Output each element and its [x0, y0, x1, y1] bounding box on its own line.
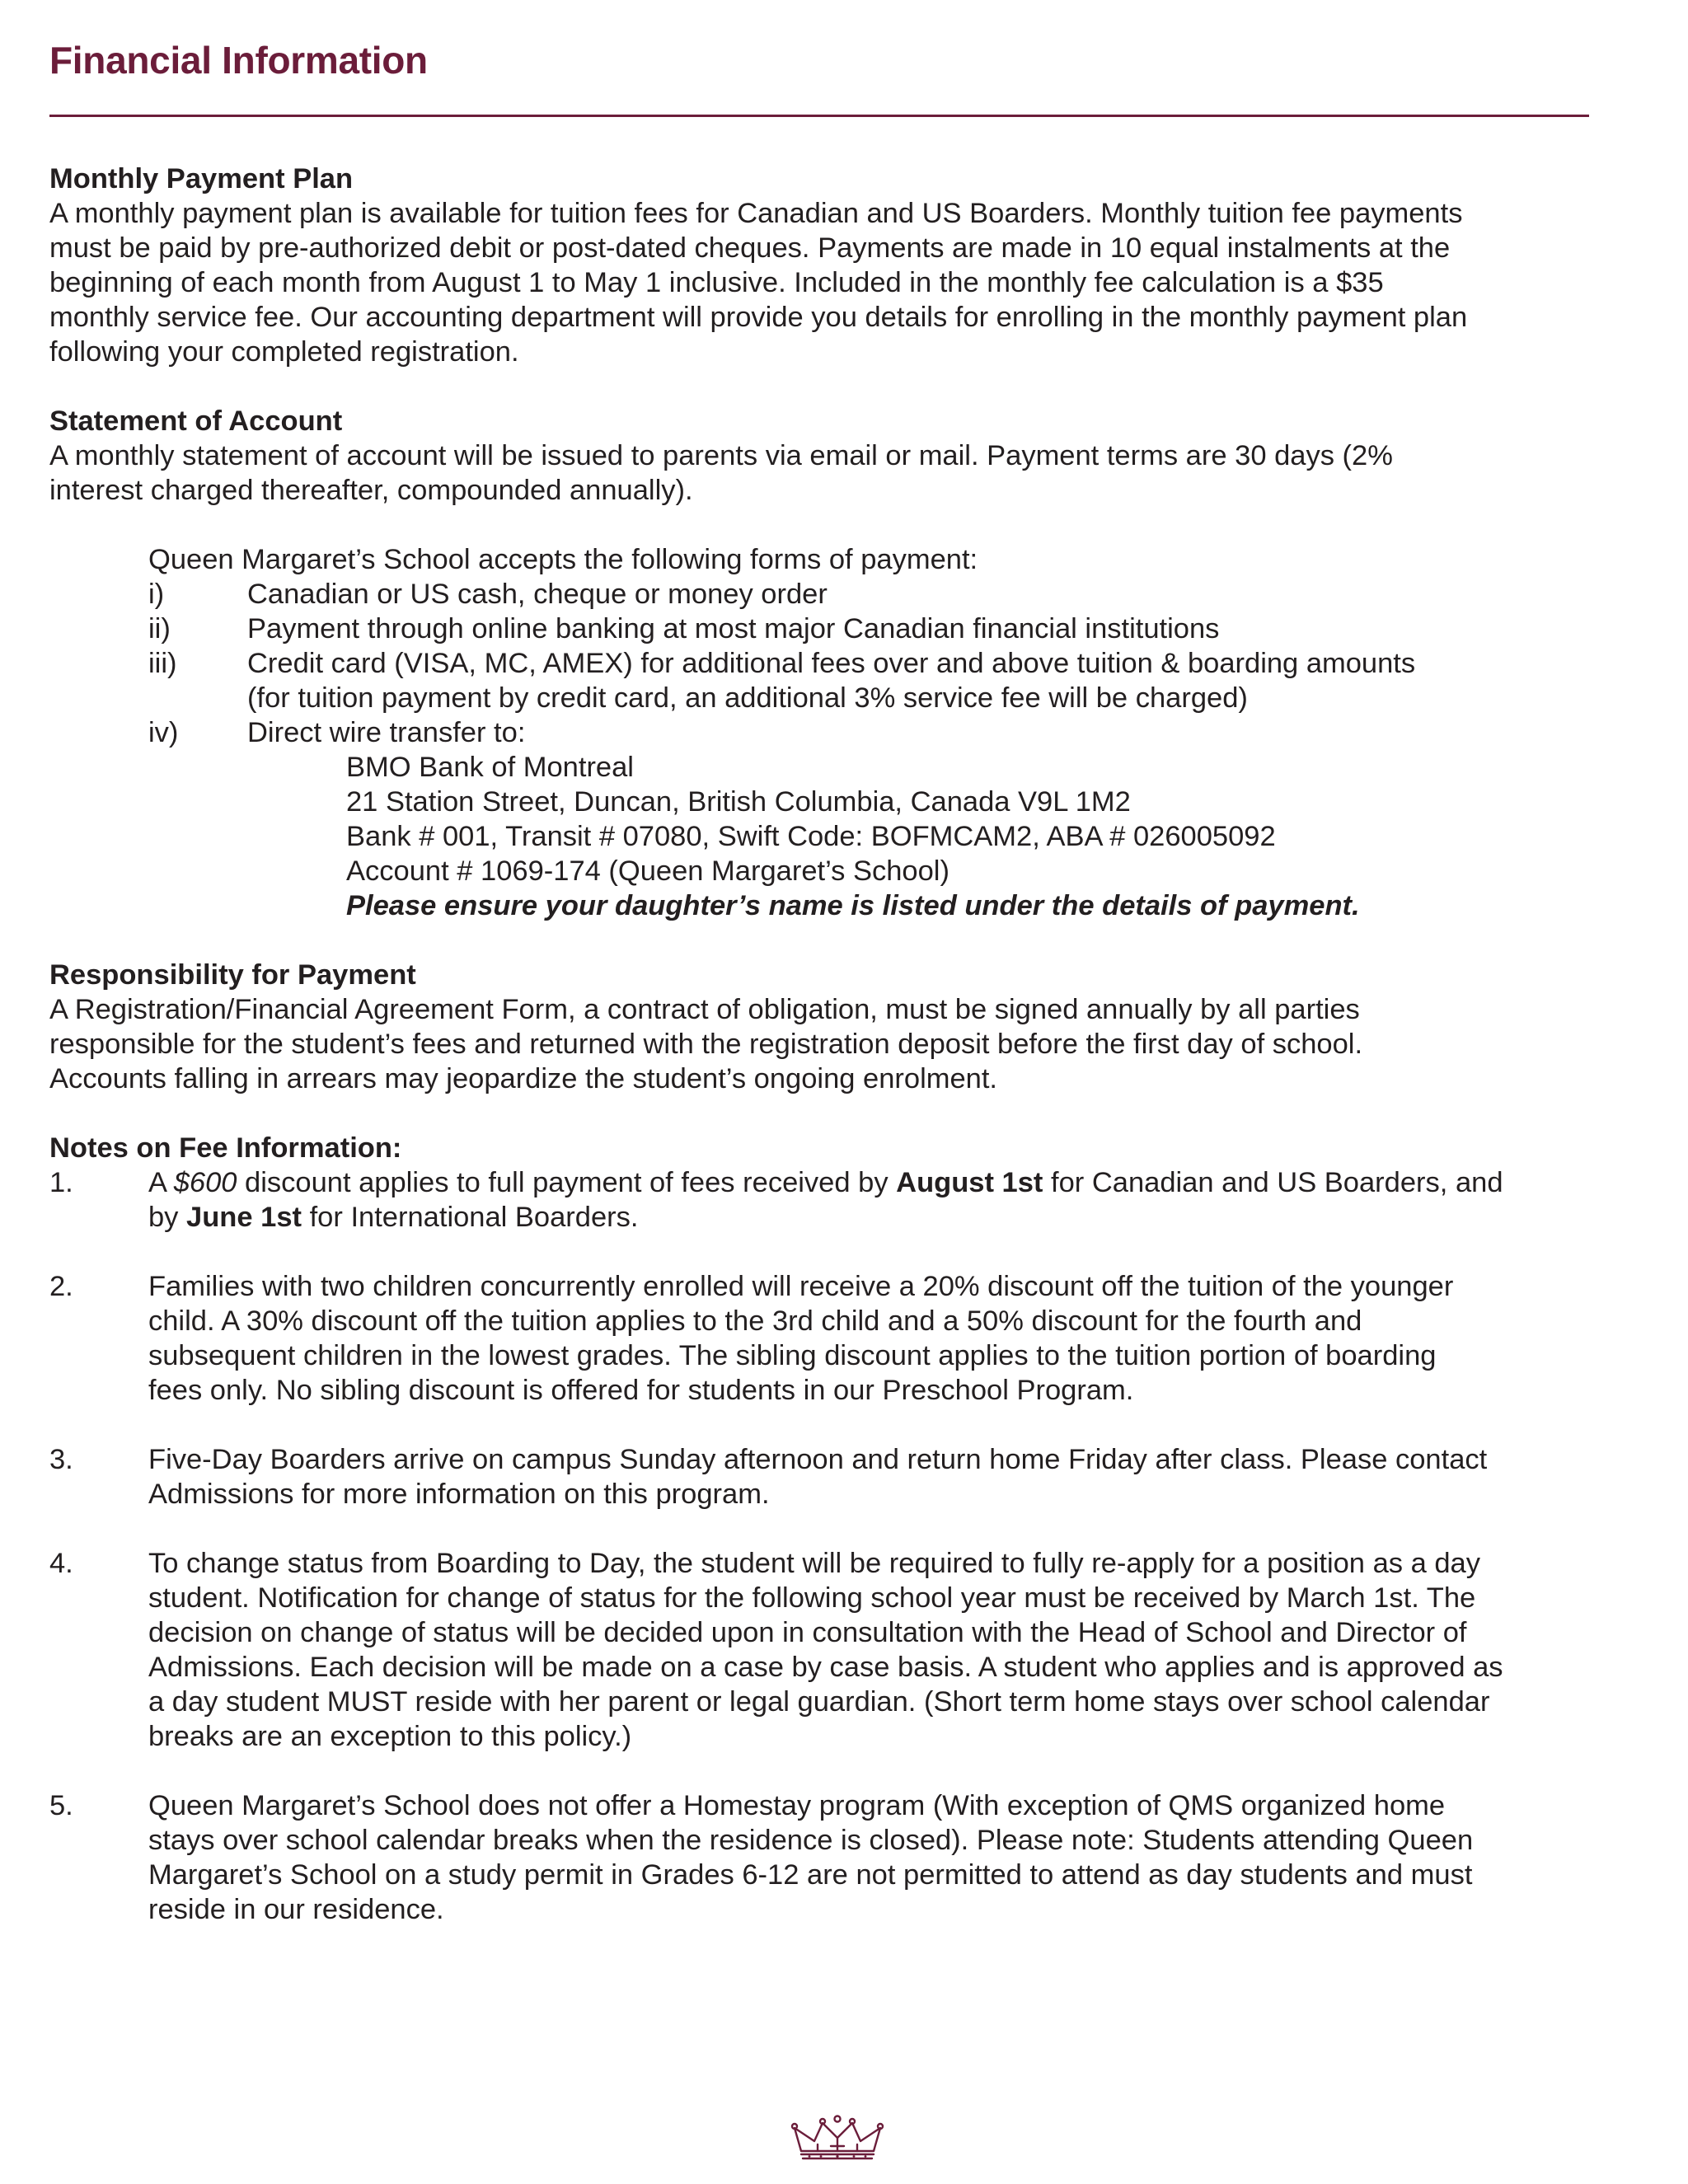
responsibility-text — [49, 992, 1599, 1096]
payment-form-item — [148, 715, 1599, 923]
payment-forms-section — [49, 542, 1599, 923]
note-item — [49, 1269, 1599, 1408]
payment-form-text — [247, 715, 1599, 923]
text-line: a day student MUST reside with her parent or legal guardian. (Short term home stays over school calendar — [148, 1686, 1490, 1718]
list-marker: 2. — [49, 1271, 73, 1302]
spacer — [49, 1511, 1599, 1546]
list-marker: i) — [148, 579, 165, 610]
list-marker: iii) — [148, 648, 177, 679]
note-text-fragment: by — [148, 1202, 187, 1233]
note-text — [148, 1165, 1599, 1235]
payment-form-text: Canadian or US cash, cheque or money order — [247, 579, 828, 610]
note-text-fragment: for International Boarders. — [302, 1202, 639, 1233]
text-line: Credit card (VISA, MC, AMEX) for additional fees over and above tuition & boarding amounts — [247, 648, 1416, 679]
text-line: A monthly payment plan is available for tuition fees for Canadian and US Boarders. Monthly tuition fee payments — [49, 198, 1463, 229]
payment-form-text — [247, 646, 1599, 715]
note-text — [148, 1546, 1599, 1754]
text-line: Queen Margaret’s School does not offer a Homestay program (With exception of QMS organized home — [148, 1790, 1446, 1821]
text-line: subsequent children in the lowest grades. The sibling discount applies to the tuition portion of boarding — [148, 1340, 1437, 1371]
note-text-fragment: discount applies to full payment of fees received by — [237, 1167, 897, 1198]
bank-payment-note: Please ensure your daughter’s name is listed under the details of payment. — [346, 890, 1360, 921]
payment-forms-list — [49, 577, 1599, 923]
crown-icon — [790, 2115, 885, 2164]
text-line: following your completed registration. — [49, 336, 519, 368]
text-line: must be paid by pre-authorized debit or post-dated cheques. Payments are made in 10 equal instalments at the — [49, 232, 1451, 264]
spacer — [49, 1408, 1599, 1442]
notes-heading: Notes on Fee Information: — [49, 1132, 402, 1164]
text-line: monthly service fee. Our accounting department will provide you details for enrolling in the monthly payment plan — [49, 302, 1468, 333]
list-marker: ii) — [148, 613, 171, 644]
list-marker: 1. — [49, 1167, 73, 1198]
list-marker: 3. — [49, 1444, 73, 1475]
note-item — [49, 1546, 1599, 1754]
list-marker: 4. — [49, 1548, 73, 1579]
bank-details — [247, 750, 1599, 923]
text-line: student. Notification for change of status for the following school year must be received by March 1st. The — [148, 1582, 1476, 1614]
discount-amount: $600 — [173, 1167, 237, 1198]
text-line: fees only. No sibling discount is offered for students in our Preschool Program. — [148, 1375, 1134, 1406]
note-text-fragment: A — [148, 1167, 174, 1198]
monthly-payment-heading: Monthly Payment Plan — [49, 163, 354, 194]
text-line: (for tuition payment by credit card, an additional 3% service fee will be charged) — [247, 682, 1248, 714]
text-line: Margaret’s School on a study permit in Grades 6-12 are not permitted to attend as day students and must — [148, 1859, 1473, 1891]
bank-account: Account # 1069-174 (Queen Margaret’s School) — [346, 855, 950, 887]
text-line: stays over school calendar breaks when the residence is closed). Please note: Students attending Queen — [148, 1825, 1474, 1856]
monthly-payment-text — [49, 196, 1599, 369]
notes-list — [49, 1165, 1599, 1927]
bank-name: BMO Bank of Montreal — [346, 752, 634, 783]
statement-text — [49, 438, 1599, 508]
text-line: Five-Day Boarders arrive on campus Sunday afternoon and return home Friday after class. Please contact — [148, 1444, 1488, 1475]
text-line: Admissions. Each decision will be made on a case by case basis. A student who applies and is approved as — [148, 1652, 1503, 1683]
note-item — [49, 1788, 1599, 1927]
list-marker: 5. — [49, 1790, 73, 1821]
text-line: Families with two children concurrently enrolled will receive a 20% discount off the tuition of the younger — [148, 1271, 1454, 1302]
bank-address: 21 Station Street, Duncan, British Columbia, Canada V9L 1M2 — [346, 786, 1131, 818]
note-text — [148, 1442, 1599, 1511]
page-title: Financial Information — [49, 39, 428, 82]
notes-section — [49, 1131, 1599, 1927]
spacer — [49, 1096, 1599, 1131]
payment-form-item — [148, 577, 1599, 612]
title-divider — [49, 115, 1589, 117]
text-line: reside in our residence. — [148, 1894, 444, 1925]
monthly-payment-section — [49, 162, 1599, 369]
text-line: decision on change of status will be decided upon in consultation with the Head of School and Director of — [148, 1617, 1467, 1648]
payment-forms-intro: Queen Margaret’s School accepts the following forms of payment: — [148, 544, 978, 575]
statement-heading: Statement of Account — [49, 405, 343, 437]
responsibility-section — [49, 958, 1599, 1096]
bank-codes: Bank # 001, Transit # 07080, Swift Code: BOFMCAM2, ABA # 026005092 — [346, 821, 1276, 852]
note-text-fragment: for Canadian and US Boarders, and — [1043, 1167, 1503, 1198]
statement-section — [49, 404, 1599, 508]
text-line: interest charged thereafter, compounded annually). — [49, 475, 693, 506]
spacer — [49, 1235, 1599, 1269]
text-line: Admissions for more information on this program. — [148, 1479, 770, 1510]
spacer — [49, 369, 1599, 404]
note-text — [148, 1788, 1599, 1927]
text-line: A monthly statement of account will be issued to parents via email or mail. Payment terms are 30 days (2% — [49, 440, 1393, 471]
document-body — [49, 162, 1599, 1927]
text-line: beginning of each month from August 1 to May 1 inclusive. Included in the monthly fee calculation is a $35 — [49, 267, 1384, 298]
text-line: A Registration/Financial Agreement Form, a contract of obligation, must be signed annually by all parties — [49, 994, 1360, 1025]
text-line: child. A 30% discount off the tuition applies to the 3rd child and a 50% discount for the fourth and — [148, 1305, 1362, 1337]
note-item — [49, 1165, 1599, 1235]
deadline-date: August 1st — [896, 1167, 1043, 1198]
text-line: To change status from Boarding to Day, the student will be required to fully re-apply for a position as a day — [148, 1548, 1480, 1579]
responsibility-heading: Responsibility for Payment — [49, 959, 416, 991]
text-line: Accounts falling in arrears may jeopardize the student’s ongoing enrolment. — [49, 1063, 998, 1094]
spacer — [49, 1754, 1599, 1788]
deadline-date: June 1st — [186, 1202, 302, 1233]
list-marker: iv) — [148, 717, 179, 748]
spacer — [49, 923, 1599, 958]
payment-form-text: Payment through online banking at most major Canadian financial institutions — [247, 613, 1220, 644]
note-item — [49, 1442, 1599, 1511]
spacer — [49, 508, 1599, 542]
text-line: responsible for the student’s fees and returned with the registration deposit before the first day of school. — [49, 1029, 1363, 1060]
text-line: Direct wire transfer to: — [247, 717, 526, 748]
text-line: breaks are an exception to this policy.) — [148, 1721, 632, 1752]
payment-form-item — [148, 612, 1599, 646]
payment-form-item — [148, 646, 1599, 715]
note-text — [148, 1269, 1599, 1408]
